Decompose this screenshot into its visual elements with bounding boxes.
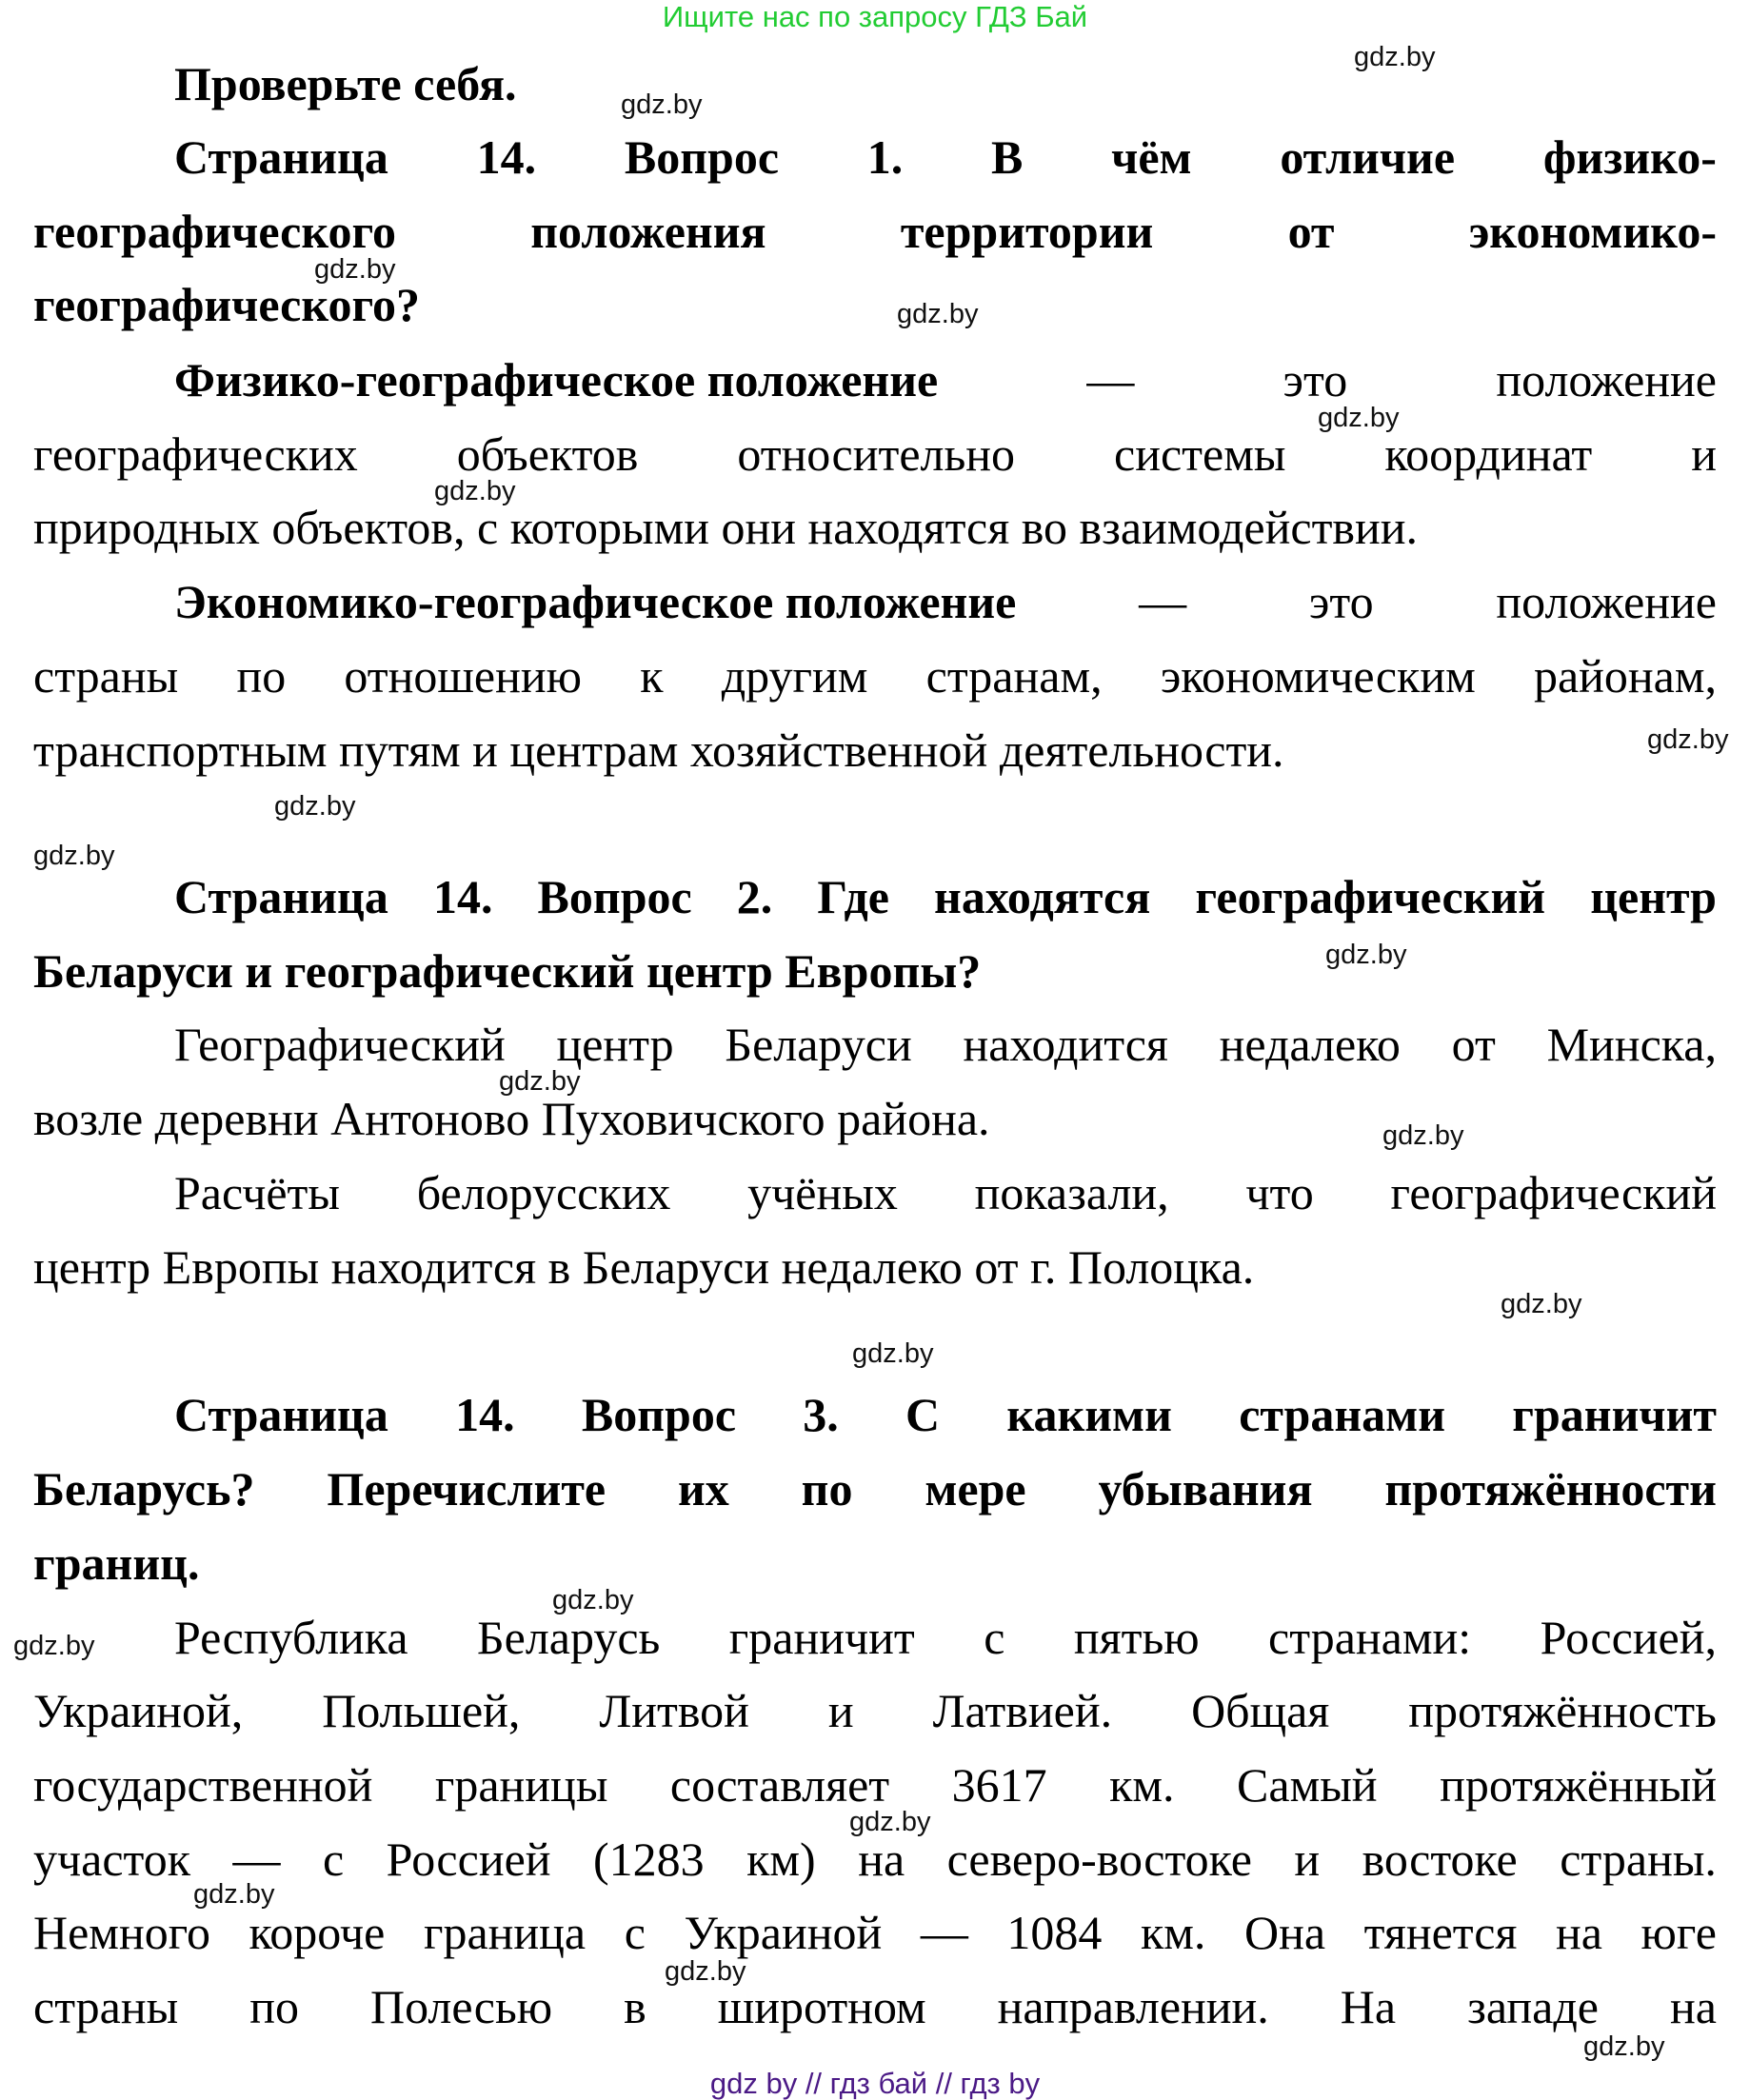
word: Вопрос: [581, 1388, 737, 1441]
word: Немного: [33, 1906, 210, 1959]
word: на: [1556, 1906, 1602, 1959]
word: С: [905, 1388, 941, 1441]
answer-1-para-2-line-1: [174, 573, 1717, 630]
word: пятью: [1073, 1611, 1200, 1664]
word: Страница: [174, 130, 388, 184]
word: Беларусь?: [33, 1462, 255, 1516]
question-3-title-line-2: [33, 1460, 1717, 1517]
word: Россией,: [1540, 1611, 1717, 1664]
answer-3-line-4: [33, 1831, 1717, 1888]
watermark-gdz: gdz.by: [665, 1956, 746, 1987]
word: граничит: [728, 1611, 915, 1664]
word: Латвией.: [932, 1684, 1113, 1737]
question-1-title-line-2: [33, 203, 1717, 260]
watermark-gdz: gdz.by: [1325, 940, 1407, 970]
word: граница: [423, 1906, 587, 1959]
word: короче: [249, 1906, 386, 1959]
term-economic-geographic-position: Экономико-географическое положение: [174, 575, 1017, 628]
word: положение: [1496, 353, 1717, 406]
word: Перечислите: [327, 1462, 607, 1516]
word: границы: [434, 1758, 608, 1812]
word: и: [1691, 427, 1717, 481]
watermark-gdz: gdz.by: [499, 1066, 581, 1097]
watermark-gdz: gdz.by: [1501, 1289, 1582, 1319]
word: —: [920, 1906, 968, 1959]
word: системы: [1114, 427, 1286, 481]
word: 14.: [455, 1388, 515, 1441]
watermark-gdz: gdz.by: [13, 1631, 95, 1661]
watermark-gdz: gdz.by: [434, 476, 516, 506]
question-3-title-line-3: границ.: [33, 1536, 200, 1590]
word: Республика: [174, 1611, 408, 1664]
word: 14.: [476, 130, 537, 184]
word: с: [322, 1833, 345, 1886]
watermark-gdz: gdz.by: [193, 1879, 275, 1910]
word: граничит: [1512, 1388, 1717, 1441]
word: географический: [1390, 1166, 1717, 1219]
word: страны: [33, 1980, 179, 2033]
question-1-title-line-3: географического?: [33, 278, 420, 331]
word: странами: [1239, 1388, 1446, 1441]
watermark-gdz: gdz.by: [552, 1585, 634, 1615]
answer-2-para-2-line-2: центр Европы находится в Беларуси недалеко от г. Полоцка.: [33, 1240, 1255, 1294]
word: относительно: [737, 427, 1016, 481]
footer-links[interactable]: gdz by // гдз бай // гдз by: [709, 2067, 1041, 2100]
word: Общая: [1191, 1684, 1330, 1737]
term-physical-geographic-position: Физико-географическое положение: [174, 353, 939, 406]
answer-3-line-6: [33, 1978, 1717, 2035]
word: что: [1245, 1166, 1314, 1219]
answer-1-para-1-line-1: [174, 351, 1717, 408]
word: —: [1139, 575, 1187, 628]
word: положение: [1496, 575, 1717, 628]
section-heading: Проверьте себя.: [174, 57, 517, 110]
word: на: [858, 1833, 905, 1886]
word: с: [984, 1611, 1005, 1664]
word: востоке: [1362, 1833, 1518, 1886]
word: учёных: [747, 1166, 898, 1219]
word: странами:: [1268, 1611, 1472, 1664]
watermark-gdz: gdz.by: [33, 841, 115, 871]
word: протяжённость: [1408, 1684, 1717, 1737]
word: Она: [1243, 1906, 1326, 1959]
word: Польшей,: [322, 1684, 521, 1737]
word: от: [1287, 205, 1335, 258]
word: мере: [925, 1462, 1026, 1516]
word: в: [624, 1980, 646, 2033]
word: направлении.: [997, 1980, 1269, 2033]
word: это: [1283, 353, 1348, 406]
word: км.: [1140, 1906, 1206, 1959]
word: их: [677, 1462, 729, 1516]
word: Страница: [174, 1388, 388, 1441]
word: объектов: [456, 427, 639, 481]
watermark-gdz: gdz.by: [274, 791, 356, 822]
word: по: [249, 1980, 299, 2033]
word: Расчёты: [174, 1166, 340, 1219]
word: государственной: [33, 1758, 373, 1812]
word: экономико-: [1468, 205, 1717, 258]
word: широтном: [717, 1980, 926, 2033]
question-1-title-line-1: [174, 129, 1717, 186]
word: тянется: [1363, 1906, 1518, 1959]
answer-1-para-1-line-3: природных объектов, с которыми они находятся во взаимодействии.: [33, 501, 1419, 554]
question-2-title-line-2: Беларуси и географический центр Европы?: [33, 944, 982, 998]
word: географического: [33, 205, 396, 258]
word: убывания: [1098, 1462, 1313, 1516]
word: физико-: [1542, 130, 1717, 184]
word: Самый: [1237, 1758, 1378, 1812]
word: Беларусь: [476, 1611, 661, 1664]
word: протяжённый: [1440, 1758, 1717, 1812]
word: отличие: [1280, 130, 1456, 184]
word: это: [1308, 575, 1374, 628]
word: Полесью: [369, 1980, 553, 2033]
word: координат: [1384, 427, 1593, 481]
word: и: [1294, 1833, 1321, 1886]
word: —: [232, 1833, 281, 1886]
word: какими: [1006, 1388, 1172, 1441]
word: 3.: [803, 1388, 839, 1441]
watermark-gdz: gdz.by: [1583, 2031, 1665, 2062]
answer-3-line-3: [33, 1756, 1717, 1813]
word: В: [991, 130, 1024, 184]
answer-1-para-2-line-2: страны по отношению к другим странам, экономическим районам,: [33, 649, 1717, 703]
word: юге: [1641, 1906, 1717, 1959]
answer-2-para-1-line-2: возле деревни Антоново Пуховичского района.: [33, 1092, 990, 1145]
word: по: [801, 1462, 853, 1516]
answer-1-para-2-line-3: транспортным путям и центрам хозяйственной деятельности.: [33, 723, 1284, 777]
word: (1283: [593, 1833, 705, 1886]
word: территории: [900, 205, 1154, 258]
watermark-gdz: gdz.by: [1647, 724, 1729, 755]
word: положения: [530, 205, 766, 258]
answer-2-para-2-line-1: [174, 1164, 1717, 1221]
answer-1-para-1-line-2: [33, 426, 1717, 483]
answer-3-line-5: [33, 1904, 1717, 1961]
watermark-gdz: gdz.by: [852, 1338, 934, 1369]
word: —: [1086, 353, 1135, 406]
watermark-gdz: gdz.by: [1318, 403, 1400, 433]
word: На: [1340, 1980, 1397, 2033]
word: 1084: [1006, 1906, 1103, 1959]
word: Россией: [386, 1833, 551, 1886]
word: показали,: [974, 1166, 1169, 1219]
answer-2-para-1-line-1: Географический центр Беларуси находится недалеко от Минска,: [174, 1018, 1717, 1071]
search-banner[interactable]: Ищите нас по запросу ГДЗ Бай: [662, 0, 1088, 33]
word: 3617: [951, 1758, 1047, 1812]
word: Литвой: [599, 1684, 749, 1737]
word: протяжённости: [1384, 1462, 1717, 1516]
word: белорусских: [416, 1166, 671, 1219]
watermark-gdz: gdz.by: [621, 89, 703, 120]
word: Вопрос: [624, 130, 780, 184]
word: Украиной: [684, 1906, 883, 1959]
word: составляет: [669, 1758, 890, 1812]
question-3-title-line-1: [174, 1386, 1717, 1443]
question-2-title-line-1: Страница 14. Вопрос 2. Где находятся географический центр: [174, 870, 1717, 923]
watermark-gdz: gdz.by: [1354, 42, 1436, 72]
word: чём: [1111, 130, 1192, 184]
answer-3-line-1: [174, 1609, 1717, 1666]
word: северо-востоке: [946, 1833, 1252, 1886]
word: на: [1669, 1980, 1717, 2033]
watermark-gdz: gdz.by: [897, 299, 979, 329]
watermark-gdz: gdz.by: [849, 1807, 931, 1837]
word: западе: [1467, 1980, 1599, 2033]
word: и: [827, 1684, 854, 1737]
watermark-gdz: gdz.by: [314, 254, 396, 285]
word: 1.: [866, 130, 904, 184]
word: Украиной,: [33, 1684, 244, 1737]
word: км): [746, 1833, 816, 1886]
word: км.: [1109, 1758, 1175, 1812]
word: географических: [33, 427, 358, 481]
word: участок: [33, 1833, 191, 1886]
answer-3-line-2: [33, 1682, 1717, 1739]
watermark-gdz: gdz.by: [1382, 1120, 1464, 1151]
word: страны.: [1560, 1833, 1717, 1886]
word: с: [624, 1906, 646, 1959]
